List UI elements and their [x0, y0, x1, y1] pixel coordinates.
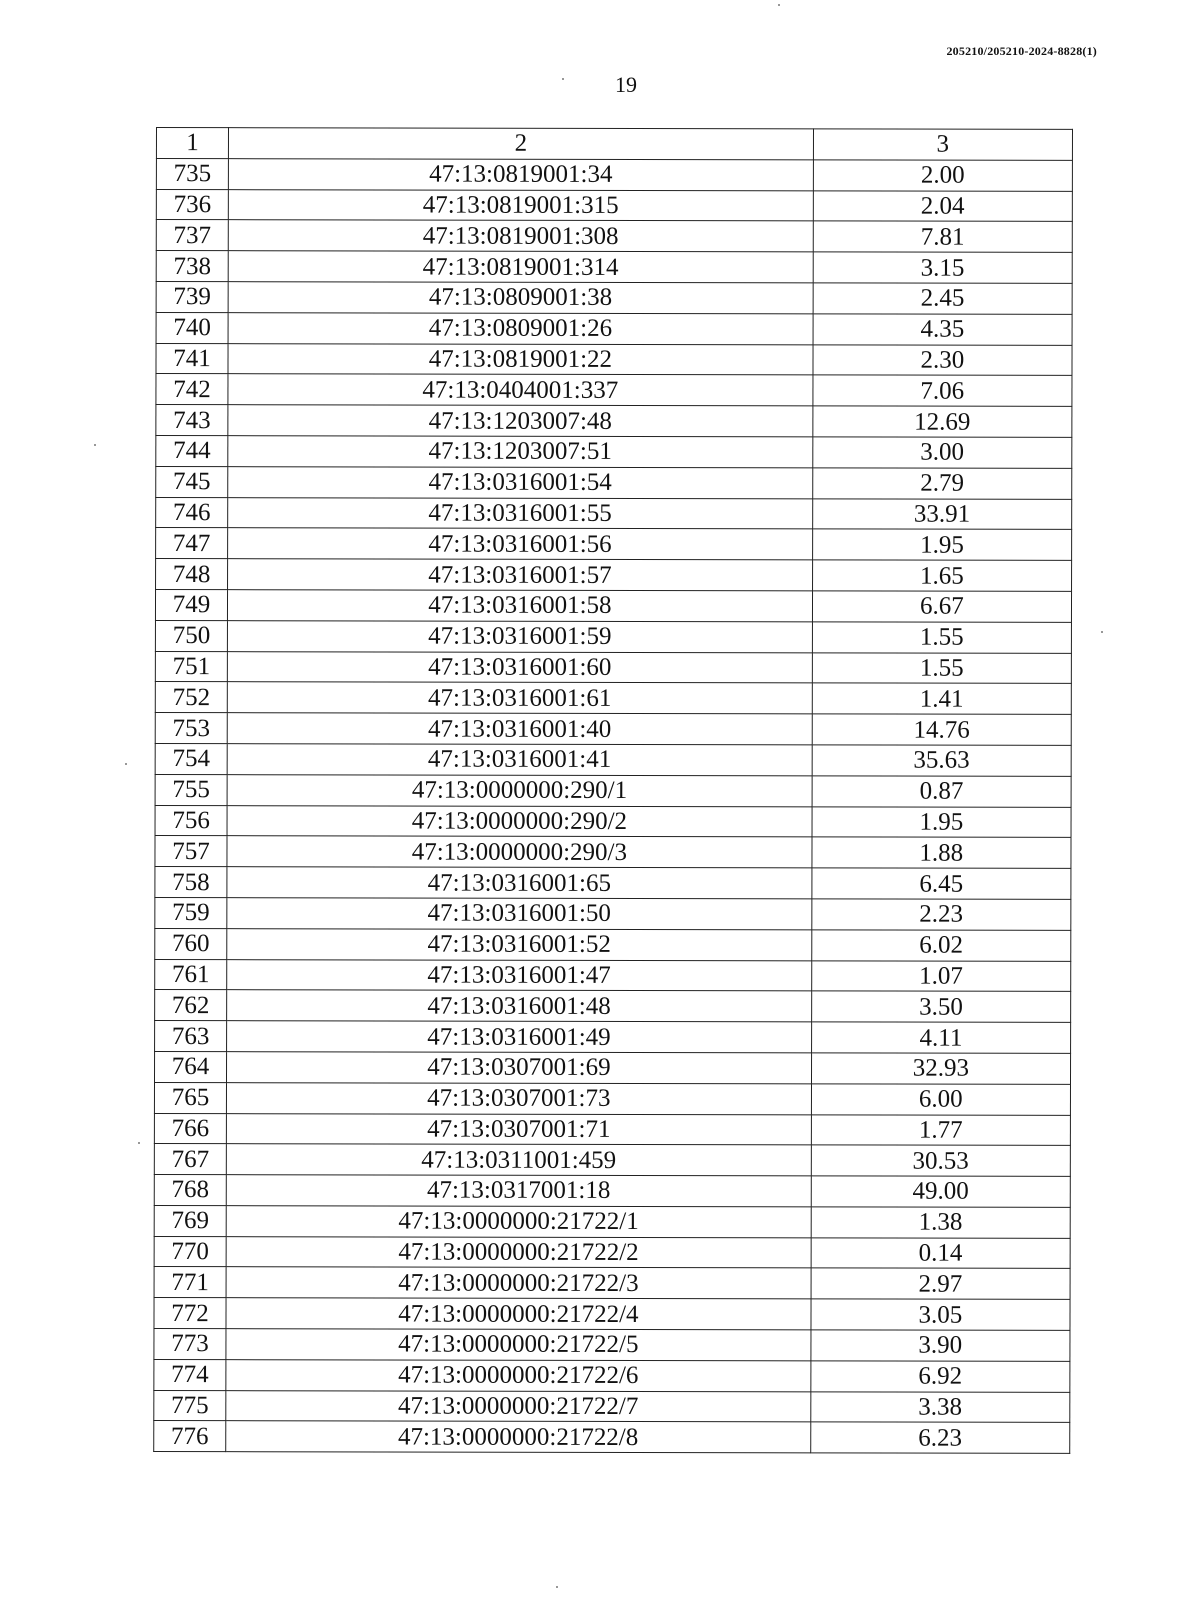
cadastral-number-cell: 47:13:0316001:47	[227, 959, 812, 991]
table-row	[154, 1236, 1070, 1269]
cadastral-number-cell: 47:13:1203007:51	[228, 436, 813, 468]
row-number-cell: 764	[154, 1051, 226, 1082]
cadastral-number-cell: 47:13:0311001:459	[226, 1144, 811, 1176]
value-cell: 1.95	[812, 529, 1071, 560]
cadastral-number-cell: 47:13:0317001:18	[226, 1175, 811, 1207]
table-row	[156, 343, 1072, 376]
value-cell: 30.53	[811, 1145, 1070, 1176]
cadastral-number-cell: 47:13:0819001:315	[228, 189, 813, 221]
value-cell: 6.23	[810, 1422, 1069, 1453]
cadastral-number-cell: 47:13:0316001:55	[228, 497, 813, 529]
table-row	[155, 743, 1071, 776]
value-cell: 2.97	[811, 1268, 1070, 1299]
row-number-cell: 739	[156, 281, 228, 312]
cadastral-number-cell: 47:13:1203007:48	[228, 405, 813, 437]
row-number-cell: 736	[156, 189, 228, 220]
cadastral-number-cell: 47:13:0316001:56	[228, 528, 813, 560]
value-cell: 4.35	[813, 314, 1072, 345]
table-row	[155, 620, 1071, 653]
table-row	[156, 251, 1072, 284]
cadastral-number-cell: 47:13:0316001:57	[228, 559, 813, 591]
row-number-cell: 749	[155, 589, 227, 620]
row-number-cell: 752	[155, 682, 227, 713]
row-number-cell: 737	[156, 220, 228, 251]
table-row	[156, 312, 1072, 345]
table-row	[154, 1421, 1070, 1454]
row-number-cell: 744	[156, 435, 228, 466]
row-number-cell: 750	[155, 620, 227, 651]
row-number-cell: 763	[155, 1021, 227, 1052]
value-cell: 3.50	[811, 991, 1070, 1022]
value-cell: 4.11	[811, 1022, 1070, 1053]
table-row	[155, 651, 1071, 684]
scan-speck	[778, 4, 780, 6]
value-cell: 3.38	[810, 1392, 1069, 1423]
value-cell: 2.04	[813, 190, 1072, 221]
row-number-cell: 753	[155, 713, 227, 744]
cadastral-number-cell: 47:13:0000000:290/3	[227, 836, 812, 868]
cadastral-number-cell: 47:13:0316001:59	[227, 620, 812, 652]
cadastral-number-cell: 47:13:0316001:65	[227, 867, 812, 899]
value-cell: 2.45	[813, 283, 1072, 314]
table-row	[156, 497, 1072, 530]
table-row	[154, 1082, 1070, 1115]
cadastral-number-cell: 47:13:0316001:58	[228, 590, 813, 622]
table-header-row	[156, 128, 1072, 161]
table-row	[155, 897, 1071, 930]
row-number-cell: 751	[155, 651, 227, 682]
cadastral-number-cell: 47:13:0000000:21722/2	[226, 1236, 811, 1268]
scan-speck	[562, 78, 564, 80]
cadastral-number-cell: 47:13:0000000:21722/3	[226, 1267, 811, 1299]
cadastral-number-cell: 47:13:0809001:26	[228, 312, 813, 344]
cadastral-number-cell: 47:13:0316001:52	[227, 928, 812, 960]
table-row	[155, 990, 1071, 1023]
row-number-cell: 754	[155, 743, 227, 774]
value-cell: 32.93	[811, 1053, 1070, 1084]
value-cell: 0.87	[812, 776, 1071, 807]
table-row	[154, 1390, 1070, 1423]
value-cell: 33.91	[812, 498, 1071, 529]
row-number-cell: 760	[155, 928, 227, 959]
table-row	[155, 589, 1071, 622]
value-cell: 1.55	[812, 652, 1071, 683]
cadastral-number-cell: 47:13:0316001:60	[227, 651, 812, 683]
value-cell: 1.95	[812, 806, 1071, 837]
row-number-cell: 759	[155, 897, 227, 928]
table-row	[156, 220, 1072, 253]
row-number-cell: 745	[156, 466, 228, 497]
value-cell: 1.07	[811, 960, 1070, 991]
value-cell: 35.63	[812, 745, 1071, 776]
cadastral-number-cell: 47:13:0316001:48	[227, 990, 812, 1022]
cadastral-number-cell: 47:13:0316001:41	[227, 744, 812, 776]
table-row	[155, 713, 1071, 746]
page-number: 19	[615, 72, 637, 97]
value-cell: 6.02	[811, 930, 1070, 961]
table-row	[154, 1051, 1070, 1084]
table-row	[156, 559, 1072, 592]
table-row	[155, 867, 1071, 900]
cadastral-number-cell: 47:13:0819001:308	[228, 220, 813, 252]
row-number-cell: 770	[154, 1236, 226, 1267]
row-number-cell: 771	[154, 1267, 226, 1298]
row-number-cell: 767	[154, 1144, 226, 1175]
value-cell: 2.00	[813, 160, 1072, 191]
table-row	[156, 374, 1072, 407]
row-number-cell: 747	[156, 528, 228, 559]
row-number-cell: 769	[154, 1205, 226, 1236]
cadastral-number-cell: 47:13:0404001:337	[228, 374, 813, 406]
table-row	[154, 1175, 1070, 1208]
cadastral-number-cell: 47:13:0316001:40	[227, 713, 812, 745]
table-row	[156, 405, 1072, 438]
value-cell: 1.77	[811, 1114, 1070, 1145]
cadastral-number-cell: 47:13:0316001:49	[227, 1021, 812, 1053]
row-number-cell: 773	[154, 1329, 226, 1360]
cadastral-number-cell: 47:13:0819001:314	[228, 251, 813, 283]
data-table	[153, 127, 1073, 1454]
cadastral-number-cell: 47:13:0307001:71	[226, 1113, 811, 1145]
value-cell: 7.06	[813, 375, 1072, 406]
table-row	[155, 928, 1071, 961]
cadastral-number-cell: 47:13:0307001:73	[227, 1082, 812, 1114]
scan-speck	[1101, 631, 1103, 633]
scan-speck	[125, 763, 127, 765]
table-row	[154, 1329, 1070, 1362]
table-row	[155, 1021, 1071, 1054]
scan-speck	[138, 1142, 140, 1144]
value-cell: 1.88	[812, 837, 1071, 868]
document-id: 205210/205210-2024-8828(1)	[946, 44, 1097, 58]
column-header: 2	[229, 128, 814, 160]
value-cell: 49.00	[811, 1176, 1070, 1207]
table-row	[154, 1144, 1070, 1177]
row-number-cell: 746	[156, 497, 228, 528]
row-number-cell: 755	[155, 774, 227, 805]
cadastral-number-cell: 47:13:0000000:21722/1	[226, 1206, 811, 1238]
row-number-cell: 757	[155, 836, 227, 867]
table-row	[154, 1267, 1070, 1300]
table-body	[154, 158, 1073, 1453]
row-number-cell: 738	[156, 251, 228, 282]
value-cell: 3.05	[811, 1299, 1070, 1330]
row-number-cell: 776	[154, 1421, 226, 1452]
value-cell: 3.00	[812, 437, 1071, 468]
row-number-cell: 774	[154, 1359, 226, 1390]
value-cell: 12.69	[813, 406, 1072, 437]
table-row	[156, 281, 1072, 314]
cadastral-number-cell: 47:13:0000000:21722/6	[226, 1360, 811, 1392]
row-number-cell: 768	[154, 1175, 226, 1206]
table-row	[156, 466, 1072, 499]
cadastral-number-cell: 47:13:0000000:21722/4	[226, 1298, 811, 1330]
row-number-cell: 762	[155, 990, 227, 1021]
scan-speck	[94, 444, 96, 446]
column-header: 1	[156, 128, 228, 159]
cadastral-number-cell: 47:13:0819001:22	[228, 343, 813, 375]
column-header: 3	[813, 129, 1072, 160]
row-number-cell: 742	[156, 374, 228, 405]
value-cell: 2.30	[813, 344, 1072, 375]
row-number-cell: 740	[156, 312, 228, 343]
value-cell: 6.00	[811, 1084, 1070, 1115]
table-row	[154, 1359, 1070, 1392]
cadastral-number-cell: 47:13:0000000:290/1	[227, 774, 812, 806]
value-cell: 0.14	[811, 1238, 1070, 1269]
value-cell: 2.23	[812, 899, 1071, 930]
table-row	[156, 528, 1072, 561]
value-cell: 2.79	[812, 468, 1071, 499]
value-cell: 3.15	[813, 252, 1072, 283]
value-cell: 6.45	[812, 868, 1071, 899]
table-row	[154, 1298, 1070, 1331]
table-row	[155, 682, 1071, 715]
cadastral-number-cell: 47:13:0000000:21722/5	[226, 1329, 811, 1361]
cadastral-number-cell: 47:13:0316001:50	[227, 898, 812, 930]
value-cell: 1.41	[812, 683, 1071, 714]
row-number-cell: 756	[155, 805, 227, 836]
value-cell: 6.67	[812, 591, 1071, 622]
value-cell: 7.81	[813, 221, 1072, 252]
value-cell: 6.92	[811, 1361, 1070, 1392]
table-row	[154, 1205, 1070, 1238]
cadastral-number-cell: 47:13:0316001:54	[228, 466, 813, 498]
table-row	[155, 774, 1071, 807]
value-cell: 1.55	[812, 622, 1071, 653]
cadastral-number-cell: 47:13:0307001:69	[227, 1052, 812, 1084]
row-number-cell: 743	[156, 405, 228, 436]
value-cell: 3.90	[811, 1330, 1070, 1361]
cadastral-number-cell: 47:13:0000000:21722/8	[226, 1421, 811, 1453]
table-row	[156, 189, 1072, 222]
row-number-cell: 775	[154, 1390, 226, 1421]
row-number-cell: 765	[154, 1082, 226, 1113]
table-row	[155, 836, 1071, 869]
row-number-cell: 741	[156, 343, 228, 374]
table-row	[156, 435, 1072, 468]
cadastral-number-cell: 47:13:0000000:290/2	[227, 805, 812, 837]
scan-speck	[556, 1586, 558, 1588]
value-cell: 14.76	[812, 714, 1071, 745]
table-row	[156, 158, 1072, 191]
value-cell: 1.38	[811, 1207, 1070, 1238]
row-number-cell: 761	[155, 959, 227, 990]
table-row	[155, 805, 1071, 838]
cadastral-number-cell: 47:13:0316001:61	[227, 682, 812, 714]
table-row	[155, 959, 1071, 992]
row-number-cell: 735	[156, 158, 228, 189]
table-row	[154, 1113, 1070, 1146]
value-cell: 1.65	[812, 560, 1071, 591]
cadastral-number-cell: 47:13:0000000:21722/7	[226, 1390, 811, 1422]
row-number-cell: 748	[156, 559, 228, 590]
row-number-cell: 772	[154, 1298, 226, 1329]
cadastral-number-cell: 47:13:0809001:38	[228, 282, 813, 314]
row-number-cell: 758	[155, 867, 227, 898]
cadastral-number-cell: 47:13:0819001:34	[228, 158, 813, 190]
row-number-cell: 766	[154, 1113, 226, 1144]
